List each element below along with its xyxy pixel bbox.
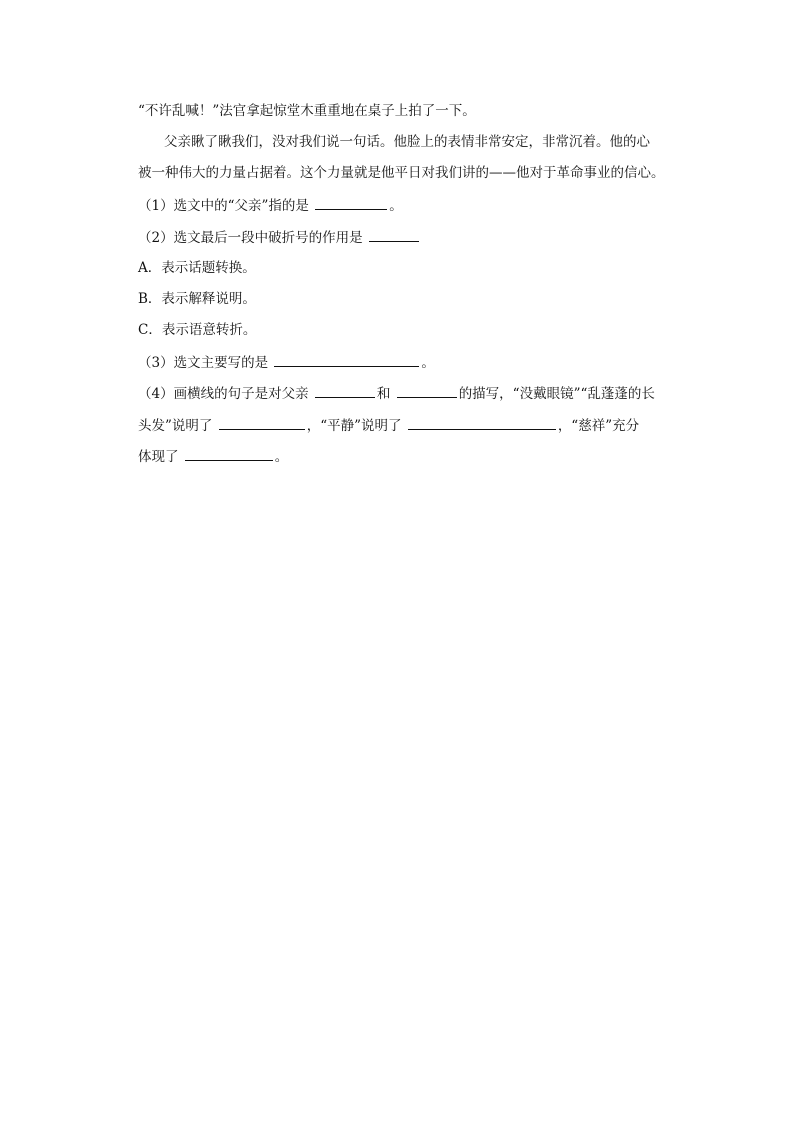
question-1 (138, 195, 403, 216)
question-4-line-3-suffix: 。 (274, 449, 289, 465)
answer-blank-4b[interactable] (397, 383, 457, 398)
question-3 (138, 352, 435, 373)
answer-blank-4d[interactable] (408, 415, 556, 430)
question-4-line-2-part-3: ，“慈祥”充分 (557, 418, 640, 434)
answer-blank-4a[interactable] (315, 383, 375, 398)
question-1-prefix: （1）选文中的“父亲”指的是 (138, 198, 309, 214)
answer-blank-3[interactable] (274, 352, 419, 367)
answer-blank-1[interactable] (315, 195, 387, 210)
passage-line-1: “不许乱喊！”法官拿起惊堂木重重地在桌子上拍了一下。 (138, 103, 476, 119)
question-1-suffix: 。 (389, 198, 403, 214)
passage-line-3: 被一种伟大的力量占据着。这个力量就是他平日对我们讲的——他对于革命事业的信心。 (138, 165, 665, 181)
answer-blank-2[interactable] (369, 227, 419, 242)
question-4-line-2 (138, 415, 639, 436)
question-4-part-2: 和 (376, 386, 391, 402)
question-4-line-3 (138, 446, 288, 467)
question-3-prefix: （3）选文主要写的是 (138, 355, 269, 371)
option-b[interactable]: B．表示解释说明。 (138, 291, 256, 307)
question-4-part-1: （4）画横线的句子是对父亲 (138, 386, 309, 402)
question-4-line-2-part-1: 头发”说明了 (138, 418, 213, 434)
question-2-text: （2）选文最后一段中破折号的作用是 (138, 230, 363, 246)
question-4-part-3: 的描写，“没戴眼镜”“乱蓬蓬的长 (458, 386, 655, 402)
question-4-line-1 (138, 383, 655, 404)
option-c[interactable]: C．表示语意转折。 (138, 322, 257, 338)
answer-blank-4c[interactable] (219, 415, 305, 430)
question-3-suffix: 。 (421, 355, 435, 371)
question-2 (138, 227, 421, 248)
option-a[interactable]: A．表示话题转换。 (138, 260, 256, 276)
question-4-line-2-part-2: ，“平静”说明了 (306, 418, 402, 434)
answer-blank-4e[interactable] (185, 446, 273, 461)
question-4-line-3-part-1: 体现了 (138, 449, 179, 465)
passage-line-2: 父亲瞅了瞅我们，没对我们说一句话。他脸上的表情非常安定，非常沉着。他的心 (164, 134, 650, 150)
